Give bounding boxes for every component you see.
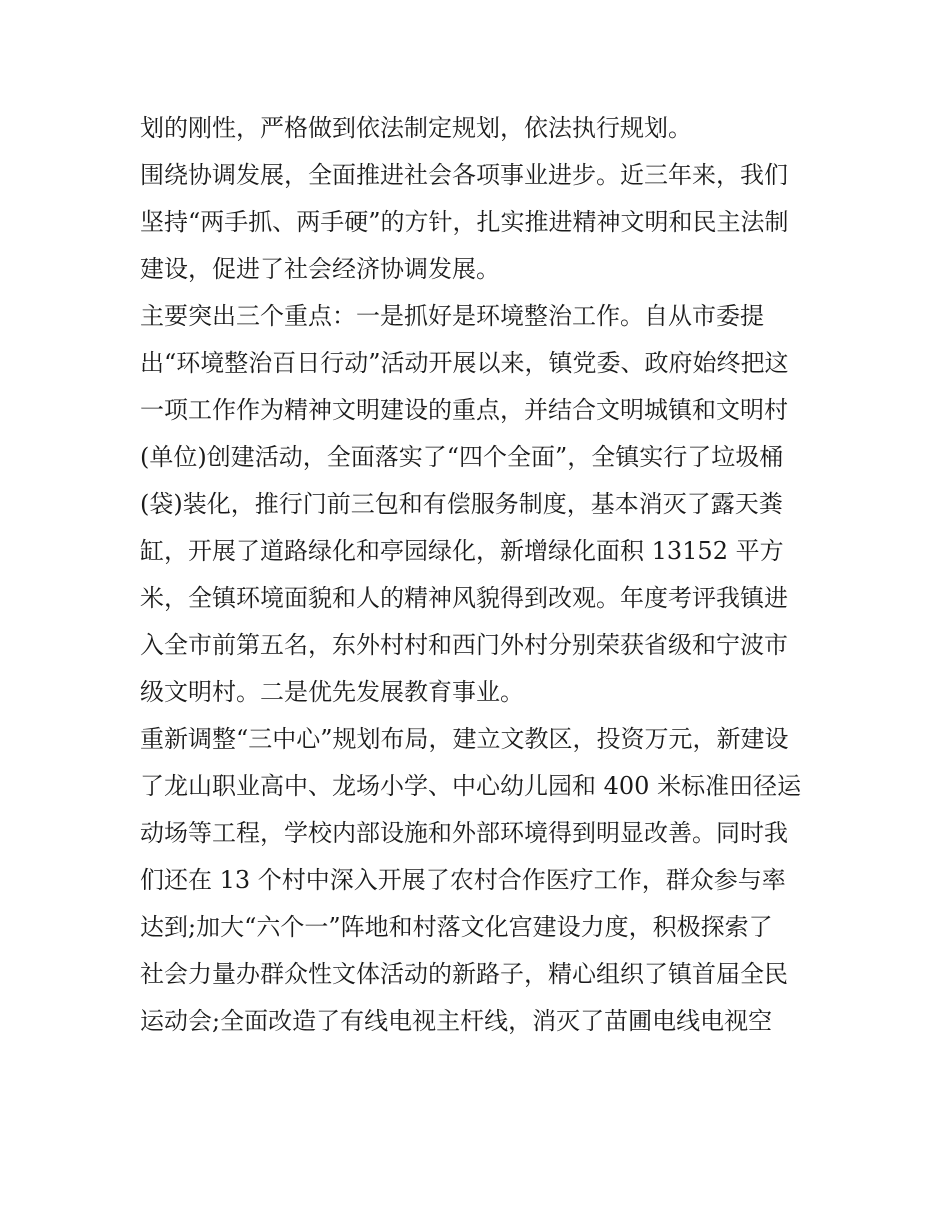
body-text: [140, 105, 820, 1045]
text-line-15: 了龙山职业高中、龙场小学、中心幼儿园和 400 米标准田径运: [140, 772, 802, 800]
text-line-10: 缸，开展了道路绿化和亭园绿化，新增绿化面积 13152 平方: [140, 537, 784, 565]
text-line-13: 级文明村。二是优先发展教育事业。: [140, 678, 524, 706]
text-line-19: 社会力量办群众性文体活动的新路子，精心组织了镇首届全民: [140, 960, 788, 988]
text-line-16: 动场等工程，学校内部设施和外部环境得到明显改善。同时我: [140, 819, 788, 847]
text-line-1: 划的刚性，严格做到依法制定规划，依法执行规划。: [140, 114, 692, 142]
text-line-3: 坚持“两手抓、两手硬”的方针，扎实推进精神文明和民主法制: [140, 208, 789, 236]
text-line-9: (袋)装化，推行门前三包和有偿服务制度，基本消灭了露天粪: [140, 490, 783, 518]
text-line-11: 米，全镇环境面貌和人的精神风貌得到改观。年度考评我镇进: [140, 584, 788, 612]
text-line-5: 主要突出三个重点：一是抓好是环境整治工作。自从市委提: [140, 302, 764, 330]
text-line-6: 出“环境整治百日行动”活动开展以来，镇党委、政府始终把这: [140, 349, 789, 377]
text-line-17: 们还在 13 个村中深入开展了农村合作医疗工作，群众参与率: [140, 866, 786, 894]
text-line-12: 入全市前第五名，东外村村和西门外村分别荣获省级和宁波市: [140, 631, 788, 659]
text-line-8: (单位)创建活动，全面落实了“四个全面”，全镇实行了垃圾桶: [140, 443, 784, 471]
text-line-4: 建设，促进了社会经济协调发展。: [140, 255, 500, 283]
text-line-18: 达到;加大“六个一”阵地和村落文化宫建设力度，积极探索了: [140, 913, 773, 941]
text-line-14: 重新调整“三中心”规划布局，建立文教区，投资万元，新建设: [140, 725, 789, 753]
text-line-2: 围绕协调发展，全面推进社会各项事业进步。近三年来，我们: [140, 161, 788, 189]
text-line-7: 一项工作作为精神文明建设的重点，并结合文明城镇和文明村: [140, 396, 788, 424]
text-line-20: 运动会;全面改造了有线电视主杆线，消灭了苗圃电线电视空: [140, 1007, 773, 1035]
